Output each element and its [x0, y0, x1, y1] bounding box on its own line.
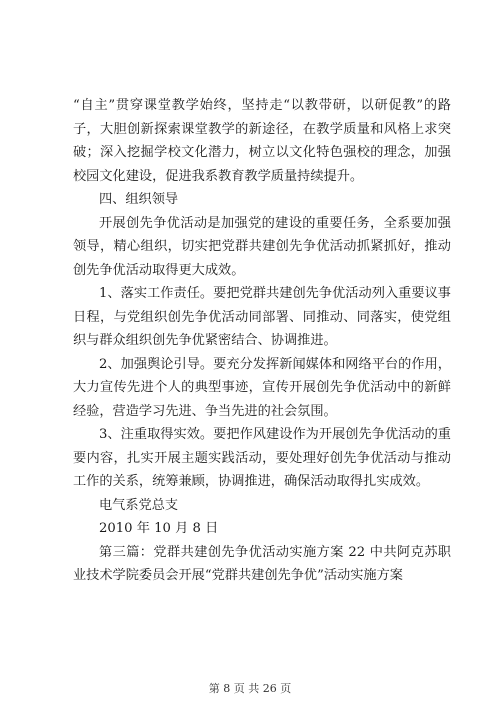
document-body [73, 94, 451, 588]
section-heading-organization: 四、组织领导 [99, 192, 179, 207]
paragraph-third-article: 第三篇：党群共建创先争优活动实施方案 22 中共阿克苏职业技术学院委员会开展“党群共建创先争优”活动实施方案 [73, 544, 451, 583]
paragraph-responsibility: 1、落实工作责任。要把党群共建创先争优活动列入重要议事日程，与党组织创先争优活动同部署、同推动、同落实，使党组织与群众组织创先争优紧密结合、协调推进。 [73, 286, 451, 348]
page-number-footer: 第 8 页 共 26 页 [208, 682, 292, 695]
paragraph-organization: 开展创先争优活动是加强党的建设的重要任务，全系要加强领导，精心组织，切实把党群共建创先争优活动抓紧抓好，推动创先争优活动取得更大成效。 [73, 215, 451, 278]
paragraph-intro-continuation: “自主”贯穿课堂教学始终，坚持走“以教带研，以研促教”的路子，大胆创新探索课堂教学的新途径，在教学质量和风格上求突破；深入挖掘学校文化潜力，树立以文化特色强校的理念，加强校园文化建设，促进我系教育教学质量持续提升。 [73, 98, 451, 184]
paragraph-publicity: 2、加强舆论引导。要充分发挥新闻媒体和网络平台的作用，大力宣传先进个人的典型事迹，宣传开展创先争优活动中的新鲜经验，营造学习先进、争当先进的社会氛围。 [73, 356, 451, 419]
signature-organization: 电气系党总支 [99, 497, 179, 513]
signature-date: 2010 年 10 月 8 日 [99, 521, 219, 536]
paragraph-effectiveness: 3、注重取得实效。要把作风建设作为开展创先争优活动的重要内容，扎实开展主题实践活动，要处理好创先争优活动与推动工作的关系，统筹兼顾，协调推进，确保活动取得扎实成效。 [73, 427, 451, 489]
